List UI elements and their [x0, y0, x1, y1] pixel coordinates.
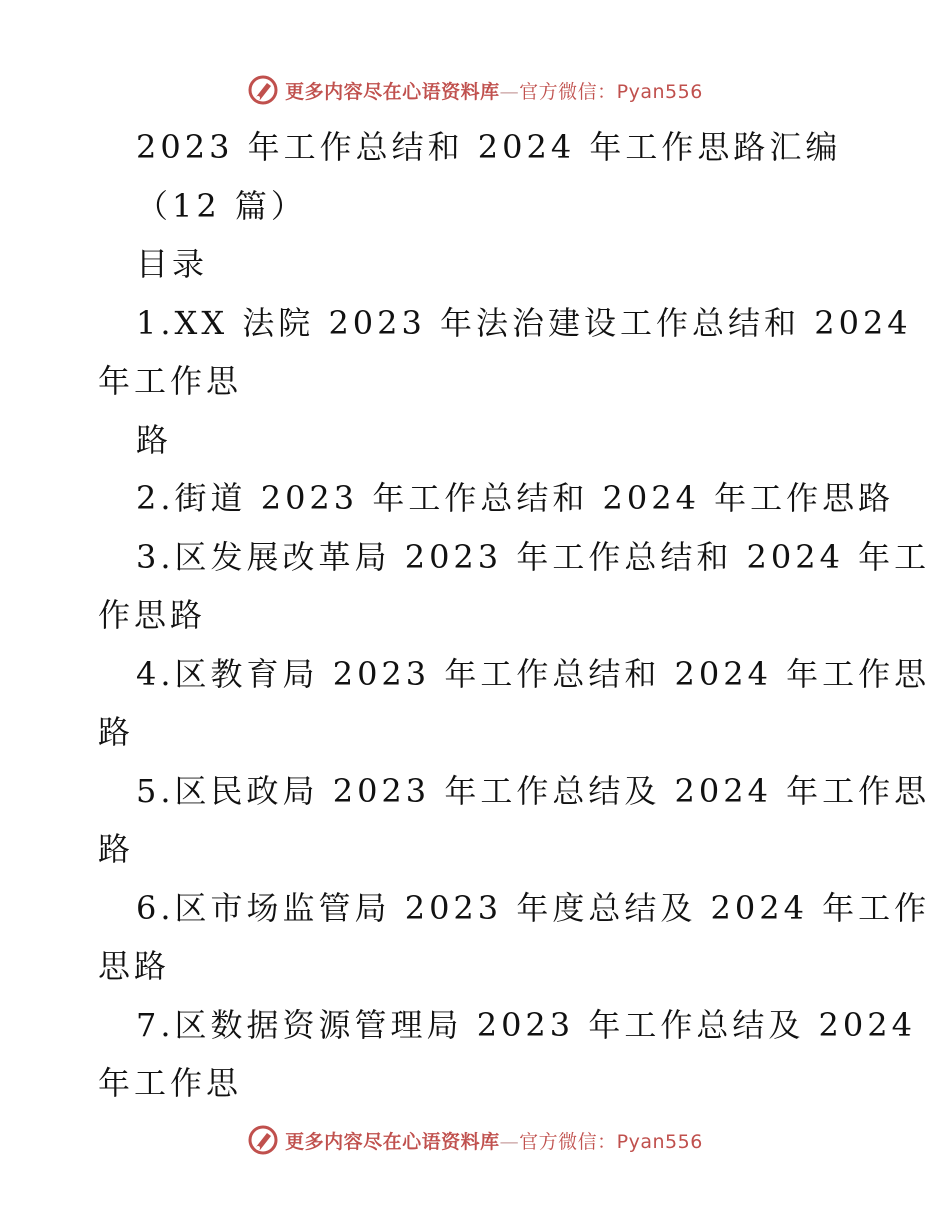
toc-item-3-cont: 作思路: [98, 596, 207, 634]
document-body: [98, 118, 931, 1113]
pen-logo-icon: [247, 1124, 279, 1156]
banner-text: [285, 77, 703, 104]
toc-heading: 目录: [136, 245, 209, 283]
banner-title: 更多内容尽在心语资料库: [285, 1130, 500, 1153]
toc-item-2: 2.街道 2023 年工作总结和 2024 年工作思路: [136, 479, 895, 517]
pen-logo-icon: [247, 74, 279, 106]
header-banner: [0, 70, 950, 110]
banner-contact: 官方微信：Pyan556: [519, 80, 703, 103]
banner-contact: 官方微信：Pyan556: [519, 1130, 703, 1153]
toc-item-6: 6.区市场监管局 2023 年度总结及 2024 年工作: [136, 888, 931, 927]
toc-item-7: 7.区数据资源管理局 2023 年工作总结及 2024: [136, 1005, 916, 1044]
toc-item-7-cont: 年工作思: [98, 1064, 243, 1102]
banner-title: 更多内容尽在心语资料库: [285, 80, 500, 103]
toc-item-1-cont-2: 路: [136, 420, 173, 459]
toc-item-5: 5.区民政局 2023 年工作总结及 2024 年工作思: [136, 771, 931, 810]
toc-item-5-cont: 路: [98, 830, 135, 868]
footer-banner: [0, 1120, 950, 1160]
banner-text: [285, 1127, 703, 1154]
toc-item-4-cont: 路: [98, 713, 135, 751]
toc-item-4: 4.区教育局 2023 年工作总结和 2024 年工作思: [136, 654, 931, 693]
toc-item-3: 3.区发展改革局 2023 年工作总结和 2024 年工: [136, 537, 931, 576]
banner-dash: —: [499, 1130, 520, 1153]
doc-title-line-1: 2023 年工作总结和 2024 年工作思路汇编: [136, 128, 842, 166]
toc-item-1-cont: 年工作思: [98, 362, 243, 400]
toc-item-6-cont: 思路: [98, 947, 171, 985]
banner-dash: —: [499, 80, 520, 103]
doc-title-line-2: （12 篇）: [136, 186, 307, 225]
toc-item-1: 1.XX 法院 2023 年法治建设工作总结和 2024: [136, 303, 912, 342]
